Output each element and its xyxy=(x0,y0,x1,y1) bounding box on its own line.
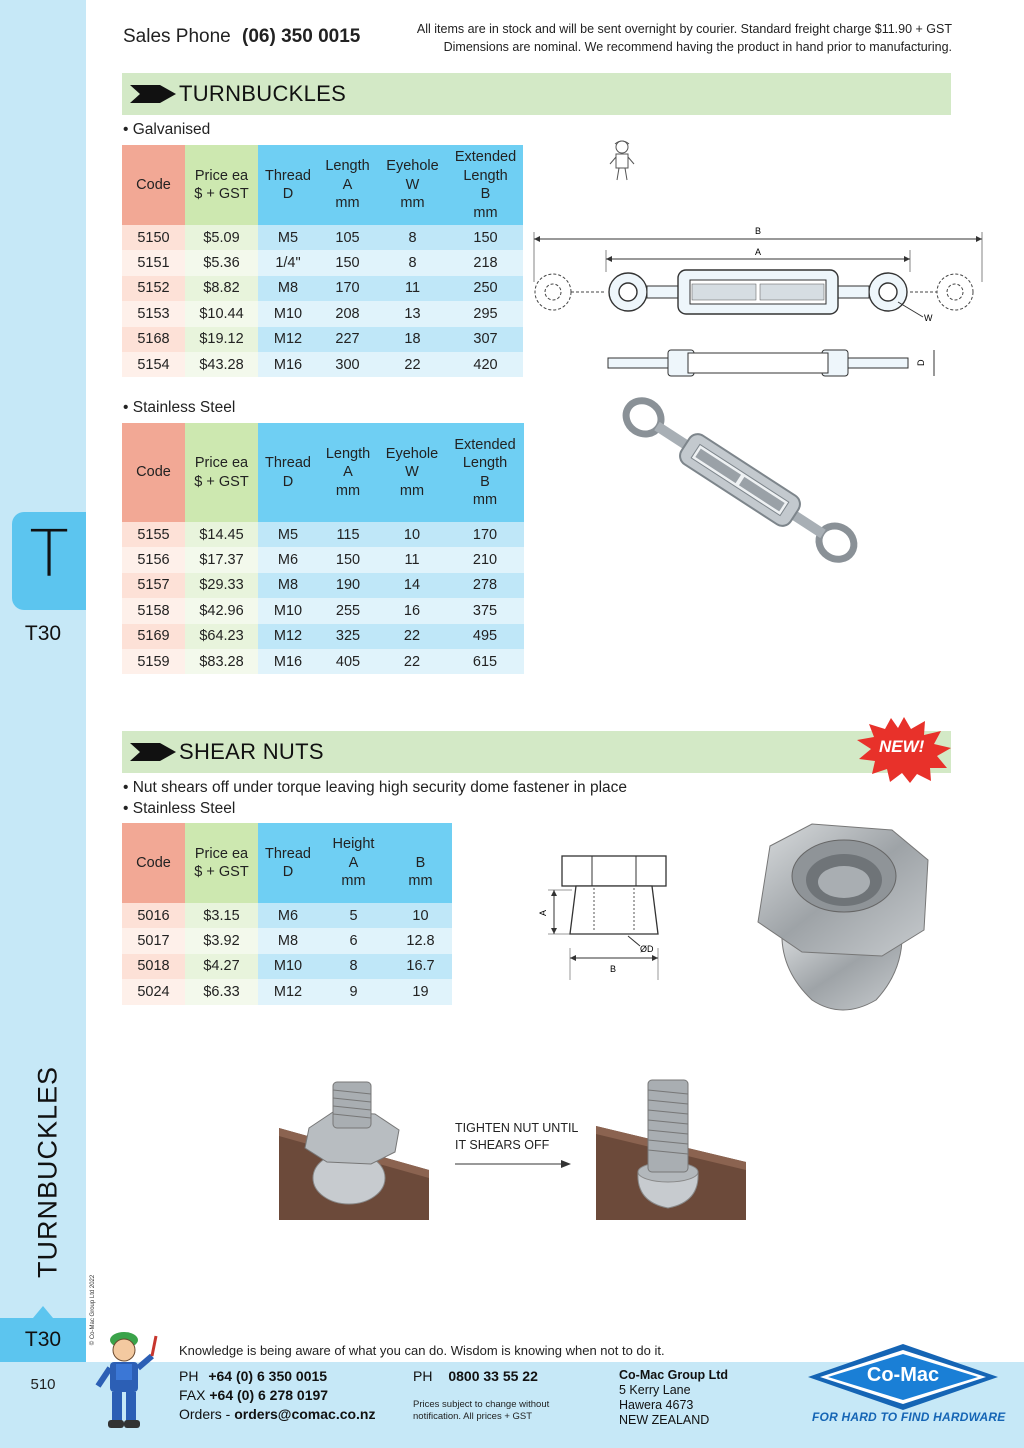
notice-line-2: Dimensions are nominal. We recommend having the product in hand prior to manufacturing. xyxy=(443,40,952,54)
install-caption xyxy=(455,1120,578,1154)
table-row xyxy=(122,624,524,649)
footer-price-note-2: notification. All prices + GST xyxy=(413,1411,533,1422)
cell-value: 325 xyxy=(318,624,378,649)
address-line-2: Hawera 4673 xyxy=(619,1398,694,1412)
mascot-icon xyxy=(94,1326,160,1430)
cell-value: 1/4" xyxy=(258,250,318,275)
cell-price: $10.44 xyxy=(185,301,258,326)
table-row xyxy=(122,250,523,275)
table-row xyxy=(122,573,524,598)
cell-value: 150 xyxy=(318,250,377,275)
cell-value: 170 xyxy=(446,522,524,547)
footer-phone-label: PH xyxy=(179,1368,199,1384)
footer-phone xyxy=(179,1368,327,1384)
cell-value: M12 xyxy=(258,979,318,1004)
col-code: Code xyxy=(122,423,185,522)
section-tab-letter: T xyxy=(29,518,69,592)
cell-price: $5.09 xyxy=(185,225,258,250)
cell-value: 615 xyxy=(446,649,524,674)
cell-code: 5016 xyxy=(122,903,185,928)
cell-value: M6 xyxy=(258,547,318,572)
cell-value: 295 xyxy=(448,301,523,326)
cell-value: M12 xyxy=(258,624,318,649)
cell-value: M10 xyxy=(258,301,318,326)
cell-price: $42.96 xyxy=(185,598,258,623)
cell-price: $6.33 xyxy=(185,979,258,1004)
cell-price: $17.37 xyxy=(185,547,258,572)
arrow-chevron-icon xyxy=(130,743,176,761)
shear-nuts-table xyxy=(122,823,452,1005)
table-row xyxy=(122,225,523,250)
cell-value: 8 xyxy=(318,954,389,979)
new-badge-text: NEW! xyxy=(879,737,925,756)
table-row xyxy=(122,928,452,953)
cell-value: 16.7 xyxy=(389,954,452,979)
cell-code: 5154 xyxy=(122,352,185,377)
cell-value: 405 xyxy=(318,649,378,674)
cell-code: 5157 xyxy=(122,573,185,598)
cell-value: M16 xyxy=(258,649,318,674)
cell-code: 5158 xyxy=(122,598,185,623)
table-row xyxy=(122,327,523,352)
cell-value: 8 xyxy=(377,250,448,275)
stainless-table xyxy=(122,423,524,674)
cell-value: 11 xyxy=(377,276,448,301)
cell-price: $14.45 xyxy=(185,522,258,547)
logo-tagline: FOR HARD TO FIND HARDWARE xyxy=(812,1410,1006,1424)
cell-price: $3.15 xyxy=(185,903,258,928)
cell-price: $8.82 xyxy=(185,276,258,301)
cell-price: $4.27 xyxy=(185,954,258,979)
col-b: B mm xyxy=(389,823,452,903)
cell-price: $3.92 xyxy=(185,928,258,953)
cell-value: 250 xyxy=(448,276,523,301)
cell-value: 9 xyxy=(318,979,389,1004)
mascot-sketch-icon xyxy=(606,138,638,184)
col-length: Length A mm xyxy=(318,423,378,522)
cell-value: 12.8 xyxy=(389,928,452,953)
cell-price: $5.36 xyxy=(185,250,258,275)
cell-value: 5 xyxy=(318,903,389,928)
arrow-right-icon xyxy=(455,1158,571,1170)
cell-value: 19 xyxy=(389,979,452,1004)
cell-value: 10 xyxy=(378,522,446,547)
shear-nuts-bullet-2: • Stainless Steel xyxy=(123,800,236,817)
galvanised-label: • Galvanised xyxy=(123,121,211,138)
copyright: © Co-Mac Group Ltd 2022 xyxy=(90,1274,96,1346)
cell-value: 22 xyxy=(378,649,446,674)
cell-price: $19.12 xyxy=(185,327,258,352)
dim-label-d: D xyxy=(916,359,926,366)
shear-nut-after-image xyxy=(596,1076,746,1220)
cell-value: 105 xyxy=(318,225,377,250)
cell-price: $29.33 xyxy=(185,573,258,598)
cell-code: 5169 xyxy=(122,624,185,649)
cell-code: 5150 xyxy=(122,225,185,250)
col-price: Price ea $ + GST xyxy=(185,423,258,522)
footer-fax xyxy=(179,1387,328,1403)
cell-value: 150 xyxy=(318,547,378,572)
bottom-section-code: T30 xyxy=(24,1328,62,1351)
table-row xyxy=(122,649,524,674)
col-thread: Thread D xyxy=(258,423,318,522)
stainless-label: • Stainless Steel xyxy=(123,399,236,416)
cell-price: $64.23 xyxy=(185,624,258,649)
section-code: T30 xyxy=(24,622,62,645)
dim-label-b: B xyxy=(754,226,762,236)
cell-value: M16 xyxy=(258,352,318,377)
cell-value: M6 xyxy=(258,903,318,928)
turnbuckle-dimension-diagram xyxy=(528,222,988,382)
table-row xyxy=(122,547,524,572)
cell-value: M12 xyxy=(258,327,318,352)
cell-value: M5 xyxy=(258,522,318,547)
footer-address xyxy=(619,1368,728,1428)
cell-value: 218 xyxy=(448,250,523,275)
cell-code: 5151 xyxy=(122,250,185,275)
col-eyehole: Eyehole W mm xyxy=(378,423,446,522)
shear-nuts-title: SHEAR NUTS xyxy=(179,739,324,764)
table-row xyxy=(122,598,524,623)
cell-value: 13 xyxy=(377,301,448,326)
cell-code: 5017 xyxy=(122,928,185,953)
cell-value: 190 xyxy=(318,573,378,598)
cell-value: M8 xyxy=(258,573,318,598)
cell-value: M10 xyxy=(258,598,318,623)
col-extended-length: Extended Length B mm xyxy=(448,145,523,225)
col-length: Length A mm xyxy=(318,145,377,225)
cell-price: $43.28 xyxy=(185,352,258,377)
cell-value: 16 xyxy=(378,598,446,623)
cell-value: 115 xyxy=(318,522,378,547)
address-line-1: 5 Kerry Lane xyxy=(619,1383,691,1397)
cell-code: 5153 xyxy=(122,301,185,326)
col-code: Code xyxy=(122,145,185,225)
sales-phone-number[interactable]: (06) 350 0015 xyxy=(242,26,361,47)
footer-price-note xyxy=(413,1399,549,1423)
table-row xyxy=(122,276,523,301)
cell-value: 14 xyxy=(378,573,446,598)
cell-code: 5156 xyxy=(122,547,185,572)
cell-value: 278 xyxy=(446,573,524,598)
cell-value: 495 xyxy=(446,624,524,649)
cell-value: 10 xyxy=(389,903,452,928)
sales-phone xyxy=(123,26,360,48)
cell-value: 18 xyxy=(377,327,448,352)
table-row xyxy=(122,903,452,928)
shear-nuts-bullet-1: • Nut shears off under torque leaving high security dome fastener in place xyxy=(123,779,628,796)
logo-text: Co-Mac xyxy=(866,1364,940,1386)
table-row xyxy=(122,979,452,1004)
table-row xyxy=(122,522,524,547)
sales-phone-label: Sales Phone xyxy=(123,26,231,47)
cell-code: 5159 xyxy=(122,649,185,674)
nut-label-a: A xyxy=(538,909,548,916)
cell-value: 208 xyxy=(318,301,377,326)
col-extended-length: Extended Length B mm xyxy=(446,423,524,522)
address-line-3: NEW ZEALAND xyxy=(619,1413,710,1427)
dim-label-w: W xyxy=(924,313,933,323)
footer-freephone-label: PH xyxy=(413,1368,433,1384)
turnbuckles-section-header xyxy=(122,73,951,115)
nut-label-d: ØD xyxy=(640,944,654,954)
footer-quote: Knowledge is being aware of what you can do. Wisdom is knowing when not to do it. xyxy=(179,1343,665,1358)
shear-nuts-section-header xyxy=(122,731,951,773)
cell-value: M5 xyxy=(258,225,318,250)
notice-line-1: All items are in stock and will be sent overnight by courier. Standard freight charge $11.90 + GST xyxy=(416,22,952,36)
cell-value: 22 xyxy=(377,352,448,377)
cell-value: 11 xyxy=(378,547,446,572)
cell-value: 300 xyxy=(318,352,377,377)
table-row xyxy=(122,301,523,326)
turnbuckles-title: TURNBUCKLES xyxy=(179,81,347,106)
footer-orders xyxy=(179,1406,376,1422)
cell-value: M8 xyxy=(258,276,318,301)
footer-orders-email[interactable]: orders@comac.co.nz xyxy=(234,1406,376,1422)
cell-value: 227 xyxy=(318,327,377,352)
cell-value: 420 xyxy=(448,352,523,377)
footer-fax-value: +64 (0) 6 278 0197 xyxy=(209,1387,329,1403)
shear-nut-photo xyxy=(752,820,930,1018)
cell-value: 210 xyxy=(446,547,524,572)
cell-value: 22 xyxy=(378,624,446,649)
dim-label-a: A xyxy=(754,247,762,257)
caption-line-2: IT SHEARS OFF xyxy=(455,1138,550,1152)
footer-orders-label: Orders - xyxy=(179,1406,231,1422)
footer-phone-value[interactable]: +64 (0) 6 350 0015 xyxy=(208,1368,328,1384)
galvanised-table xyxy=(122,145,523,377)
table-row xyxy=(122,954,452,979)
col-price: Price ea $ + GST xyxy=(185,145,258,225)
cell-value: 8 xyxy=(377,225,448,250)
section-vertical-title: TURNBUCKLES xyxy=(32,1065,63,1279)
cell-code: 5155 xyxy=(122,522,185,547)
cell-price: $83.28 xyxy=(185,649,258,674)
col-height: Height A mm xyxy=(318,823,389,903)
shear-nut-before-image xyxy=(279,1078,429,1220)
page-number: 510 xyxy=(30,1376,56,1393)
company-name: Co-Mac Group Ltd xyxy=(619,1368,729,1382)
footer-price-note-1: Prices subject to change without xyxy=(413,1399,550,1410)
cell-value: 375 xyxy=(446,598,524,623)
nut-label-b: B xyxy=(610,964,617,974)
cell-value: M8 xyxy=(258,928,318,953)
col-price: Price ea $ + GST xyxy=(185,823,258,903)
cell-value: 255 xyxy=(318,598,378,623)
table-row xyxy=(122,352,523,377)
cell-value: 150 xyxy=(448,225,523,250)
cell-code: 5152 xyxy=(122,276,185,301)
stock-notice xyxy=(417,20,952,56)
cell-value: 6 xyxy=(318,928,389,953)
col-eyehole: Eyehole W mm xyxy=(377,145,448,225)
arrow-chevron-icon xyxy=(130,85,176,103)
cell-code: 5168 xyxy=(122,327,185,352)
caption-line-1: TIGHTEN NUT UNTIL xyxy=(455,1121,579,1135)
cell-value: 307 xyxy=(448,327,523,352)
turnbuckle-photo xyxy=(615,395,865,565)
shear-nut-dimension-diagram xyxy=(536,850,676,980)
cell-code: 5018 xyxy=(122,954,185,979)
col-code: Code xyxy=(122,823,185,903)
footer-fax-label: FAX xyxy=(179,1387,206,1403)
cell-code: 5024 xyxy=(122,979,185,1004)
col-thread: Thread D xyxy=(258,145,318,225)
cell-value: 170 xyxy=(318,276,377,301)
col-thread: Thread D xyxy=(258,823,318,903)
footer-freephone xyxy=(413,1368,538,1384)
cell-value: M10 xyxy=(258,954,318,979)
footer-freephone-value[interactable]: 0800 33 55 22 xyxy=(448,1368,538,1384)
